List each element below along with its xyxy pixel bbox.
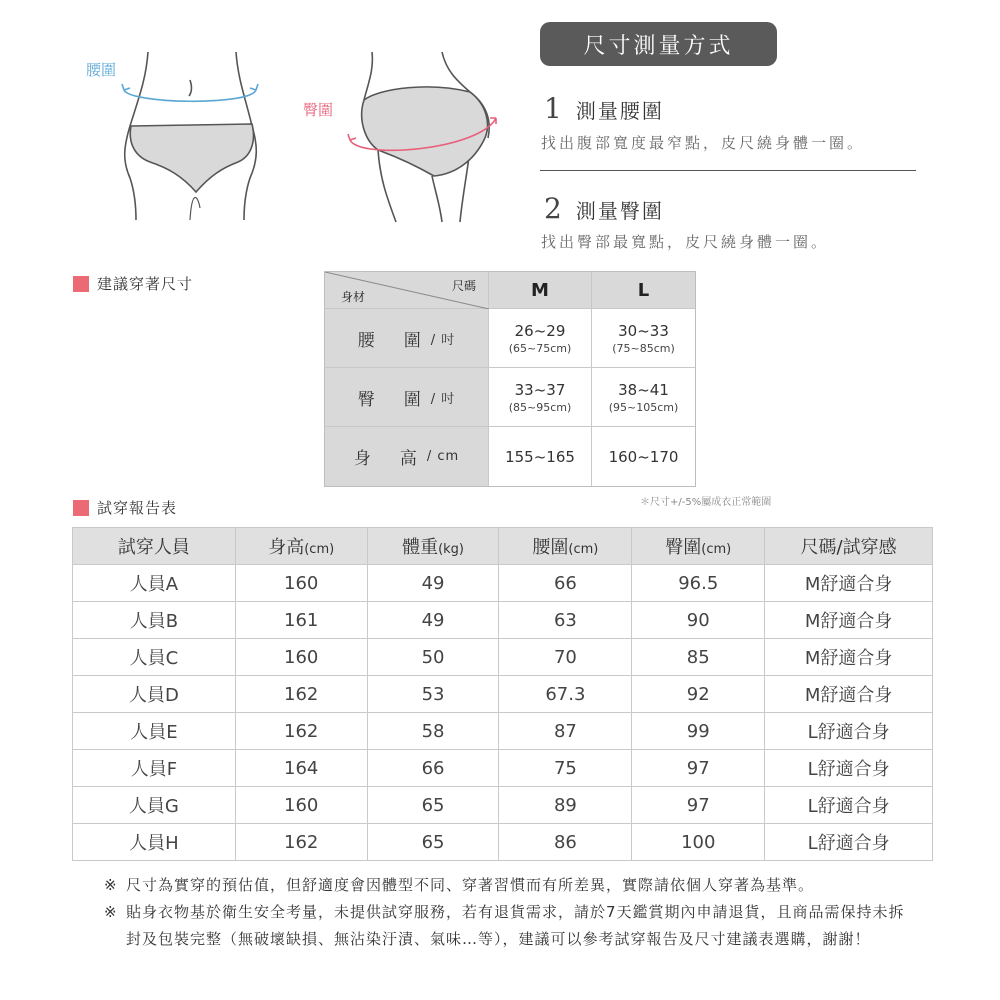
report-cell-hip: 85 (632, 639, 765, 676)
report-cell-waist: 63 (499, 602, 632, 639)
footnote-1: ※ 尺寸為實穿的預估值，但舒適度會因體型不同、穿著習慣而有所差異，實際請依個人穿著為基準。 (104, 876, 815, 894)
report-cell-tester: 人員A (73, 565, 236, 602)
waist-label: 腰圍 (86, 61, 117, 79)
size-hip-m: 33~37 (85~95cm) (489, 368, 592, 427)
size-height-m: 155~165 (489, 427, 592, 486)
report-cell-height: 160 (235, 787, 367, 824)
table-row (73, 676, 933, 713)
size-row-height-label: 身 高 / cm (325, 427, 489, 486)
report-cell-height: 162 (235, 676, 367, 713)
corner-body-label: 身材 (341, 290, 366, 304)
steps-divider (540, 170, 916, 171)
table-row (73, 787, 933, 824)
size-waist-l: 30~33 (75~85cm) (592, 309, 695, 368)
step-1-heading (544, 92, 664, 125)
size-table (324, 271, 696, 487)
report-cell-tester: 人員D (73, 676, 236, 713)
size-section-title (73, 273, 193, 294)
report-cell-height: 161 (235, 602, 367, 639)
report-cell-weight: 49 (367, 565, 499, 602)
report-cell-hip: 99 (632, 713, 765, 750)
report-cell-tester: 人員G (73, 787, 236, 824)
report-cell-waist: 87 (499, 713, 632, 750)
step-2-title: 測量臀圍 (575, 199, 664, 223)
step-2-desc: 找出臀部最寬點，皮尺繞身體一圈。 (541, 233, 830, 251)
report-cell-weight: 65 (367, 787, 499, 824)
section-marker-icon (73, 500, 89, 516)
size-header-l: L (592, 272, 695, 309)
report-cell-height: 160 (235, 565, 367, 602)
step-2-heading (544, 192, 664, 225)
report-cell-tester: 人員F (73, 750, 236, 787)
report-cell-waist: 70 (499, 639, 632, 676)
report-header-height: 身高(cm) (235, 528, 367, 565)
report-header-row (73, 528, 933, 565)
corner-size-label: 尺碼 (451, 279, 476, 293)
size-row-waist-label: 腰 圍 / 吋 (325, 309, 489, 368)
report-cell-tester: 人員E (73, 713, 236, 750)
footnote-2: ※ 貼身衣物基於衛生安全考量，未提供試穿服務，若有退貨需求，請於7天鑑賞期內申請退貨，且商品需保持未拆封及包裝完整（無破壞缺損、無沾染汙漬、氣味…等），建議可以參考試穿報告及尺寸建議表選購，謝謝！ (104, 903, 905, 948)
report-cell-height: 162 (235, 713, 367, 750)
report-cell-waist: 86 (499, 824, 632, 861)
size-row-hip-label: 臀 圍 / 吋 (325, 368, 489, 427)
table-row (73, 713, 933, 750)
size-header-m: M (489, 272, 592, 309)
report-cell-waist: 66 (499, 565, 632, 602)
report-cell-weight: 66 (367, 750, 499, 787)
report-cell-height: 162 (235, 824, 367, 861)
table-row (73, 639, 933, 676)
step-1-number: 1 (544, 92, 562, 125)
table-row (73, 750, 933, 787)
report-cell-hip: 97 (632, 750, 765, 787)
report-header-hip: 臀圍(cm) (632, 528, 765, 565)
report-cell-weight: 53 (367, 676, 499, 713)
report-cell-weight: 50 (367, 639, 499, 676)
fitting-report-table (72, 527, 933, 861)
report-cell-size-fit: L舒適合身 (765, 787, 933, 824)
report-cell-tester: 人員C (73, 639, 236, 676)
report-cell-tester: 人員B (73, 602, 236, 639)
table-row (73, 824, 933, 861)
table-row (73, 602, 933, 639)
hip-label: 臀圍 (303, 101, 334, 119)
report-header-waist: 腰圍(cm) (499, 528, 632, 565)
report-cell-height: 160 (235, 639, 367, 676)
report-cell-size-fit: M舒適合身 (765, 602, 933, 639)
measure-header: 尺寸測量方式 (540, 22, 777, 66)
report-cell-size-fit: M舒適合身 (765, 565, 933, 602)
report-cell-hip: 100 (632, 824, 765, 861)
report-cell-tester: 人員H (73, 824, 236, 861)
report-cell-waist: 75 (499, 750, 632, 787)
report-cell-hip: 97 (632, 787, 765, 824)
step-1-title: 測量腰圍 (575, 99, 664, 123)
report-cell-size-fit: L舒適合身 (765, 750, 933, 787)
report-cell-hip: 96.5 (632, 565, 765, 602)
report-cell-size-fit: L舒適合身 (765, 713, 933, 750)
size-section-title-text: 建議穿著尺寸 (97, 275, 194, 293)
step-1-desc: 找出腹部寬度最窄點，皮尺繞身體一圈。 (541, 134, 866, 152)
section-marker-icon (73, 276, 89, 292)
report-cell-height: 164 (235, 750, 367, 787)
report-section-title (73, 497, 177, 518)
size-table-corner (325, 272, 489, 309)
report-cell-size-fit: M舒適合身 (765, 676, 933, 713)
report-body (73, 565, 933, 861)
report-cell-weight: 58 (367, 713, 499, 750)
front-brief (130, 124, 253, 192)
report-cell-size-fit: M舒適合身 (765, 639, 933, 676)
report-cell-weight: 49 (367, 602, 499, 639)
report-section-title-text: 試穿報告表 (97, 499, 178, 517)
step-2-number: 2 (544, 192, 562, 225)
report-header-size-fit: 尺碼/試穿感 (765, 528, 933, 565)
report-cell-weight: 65 (367, 824, 499, 861)
report-cell-size-fit: L舒適合身 (765, 824, 933, 861)
size-waist-m: 26~29 (65~75cm) (489, 309, 592, 368)
footnotes (104, 872, 914, 953)
table-row (73, 565, 933, 602)
body-figures-svg (0, 0, 520, 230)
size-hip-l: 38~41 (95~105cm) (592, 368, 695, 427)
report-cell-hip: 90 (632, 602, 765, 639)
report-cell-waist: 67.3 (499, 676, 632, 713)
report-cell-waist: 89 (499, 787, 632, 824)
size-height-l: 160~170 (608, 447, 679, 466)
report-header-tester: 試穿人員 (73, 528, 236, 565)
report-header-weight: 體重(kg) (367, 528, 499, 565)
report-cell-hip: 92 (632, 676, 765, 713)
size-tolerance-note: ＊尺寸+/-5%屬成衣正常範圍 (640, 497, 772, 508)
